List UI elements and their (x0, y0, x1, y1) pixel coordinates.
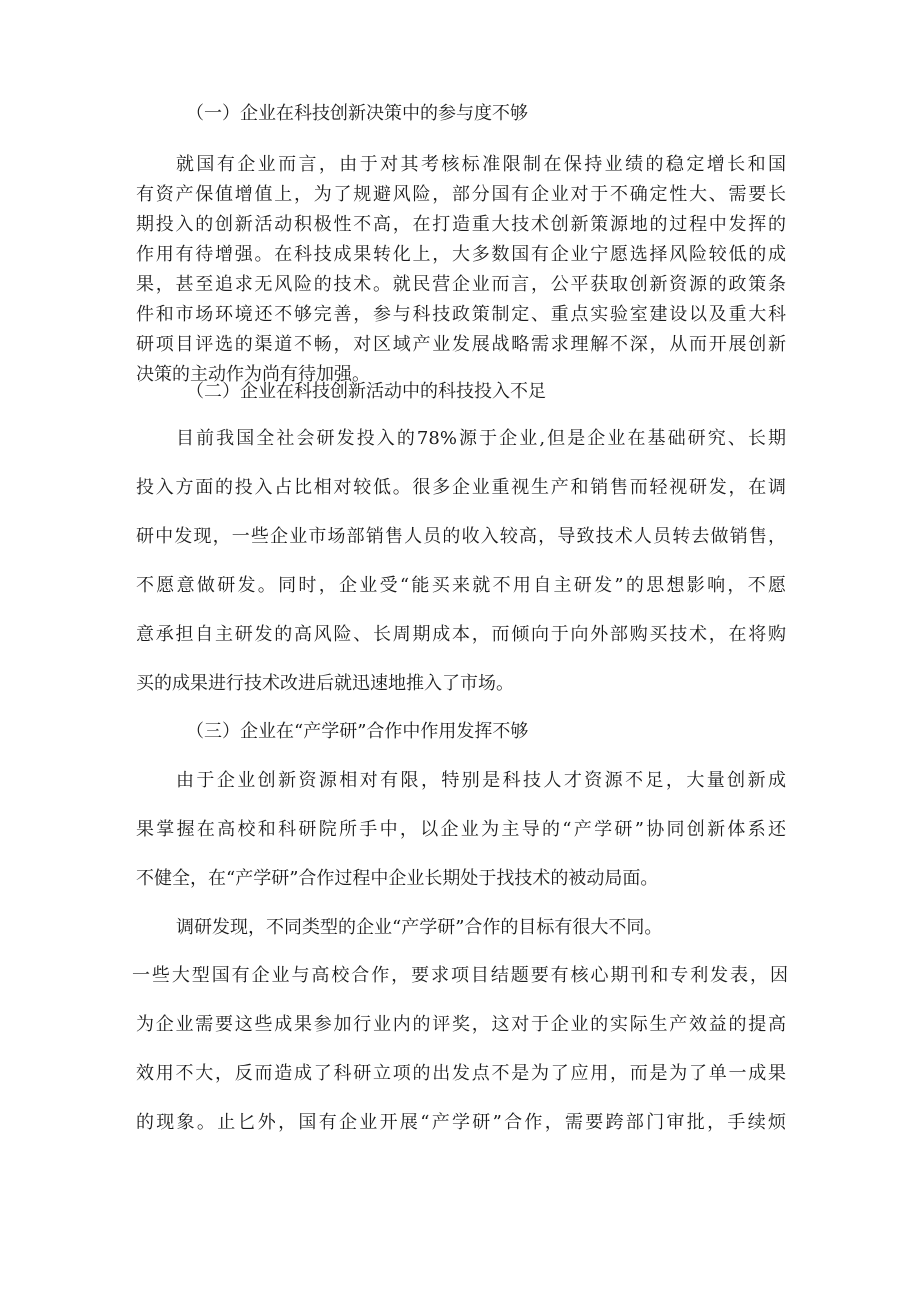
paragraph-line: 研项目评选的渠道不畅，对区域产业发展战略需求理解不深，从而开展创新 (136, 334, 786, 355)
paragraph-line: 为企业需要这些成果参加行业内的评奖，这对于企业的实际生产效益的提高 (136, 1014, 786, 1035)
paragraph-line: 不健全，在“产学研”合作过程中企业长期处于找技术的被动局面。 (136, 868, 659, 889)
section-heading-2: （二）企业在科技创新活动中的科技投入不足 (186, 381, 546, 402)
section-heading-1: （一）企业在科技创新决策中的参与度不够 (186, 103, 528, 124)
paragraph-line: 不愿意做研发。同时，企业受“能买来就不用自主研发”的思想影响，不愿 (136, 575, 786, 596)
paragraph-line: 决策的主动作为尚有待加强。 (136, 364, 370, 385)
paragraph-line: 有资产保值增值上，为了规避风险，部分国有企业对于不确定性大、需要长 (136, 184, 786, 205)
paragraph-line: 目前我国全社会研发投入的78%源于企业,但是企业在基础研究、长期 (176, 428, 786, 449)
paragraph-line: 调研发现，不同类型的企业“产学研”合作的目标有很大不同。 (176, 917, 663, 938)
paragraph-line: 作用有待增强。在科技成果转化上，大多数国有企业宁愿选择风险较低的成 (136, 244, 786, 265)
paragraph-line: 件和市场环境还不够完善，参与科技政策制定、重点实验室建设以及重大科 (136, 304, 786, 325)
paragraph-line: 期投入的创新活动积极性不高，在打造重大技术创新策源地的过程中发挥的 (136, 214, 786, 235)
paragraph-line: 买的成果进行技术改进后就迅速地推入了市场。 (136, 673, 514, 694)
paragraph-line: 投入方面的投入占比相对较低。很多企业重视生产和销售而轻视研发，在调 (136, 477, 786, 498)
paragraph-line: 效用不大，反而造成了科研立项的出发点不是为了应用，而是为了单一成果 (136, 1063, 786, 1084)
paragraph-line: 研中发现，一些企业市场部销售人员的收入较高，导致技术人员转去做销售， (136, 526, 786, 547)
paragraph-line: 就国有企业而言，由于对其考核标准限制在保持业绩的稳定增长和国 (176, 154, 786, 175)
paragraph-line: 的现象。止匕外，国有企业开展“产学研”合作，需要跨部门审批，手续烦 (136, 1112, 786, 1133)
section-heading-3: （三）企业在“产学研”合作中作用发挥不够 (186, 721, 529, 742)
paragraph-line: 由于企业创新资源相对有限，特别是科技人才资源不足，大量创新成 (176, 770, 786, 791)
paragraph-line: 意承担自主研发的高风险、长周期成本，而倾向于向外部购买技术，在将购 (136, 624, 786, 645)
paragraph-line: 果掌握在高校和科研院所手中，以企业为主导的“产学研”协同创新体系还 (136, 819, 786, 840)
paragraph-line: 果，甚至追求无风险的技术。就民营企业而言，公平获取创新资源的政策条 (136, 274, 786, 295)
paragraph-line: 一些大型国有企业与高校合作，要求项目结题要有核心期刊和专利发表，因 (132, 965, 788, 986)
